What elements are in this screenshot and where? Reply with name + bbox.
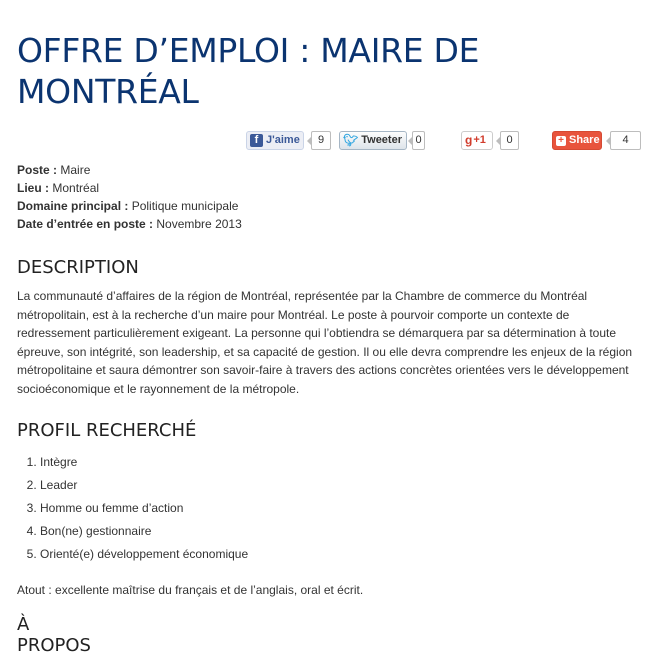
next-heading-text: À PROPOS <box>17 614 91 656</box>
next-section-heading <box>17 614 91 656</box>
list-item: 3. Homme ou femme d’action <box>40 497 248 520</box>
google-plus-icon: g <box>465 133 473 147</box>
detail-value: Politique municipale <box>131 199 239 213</box>
tweet-button[interactable] <box>339 131 407 150</box>
share-bar <box>17 131 647 153</box>
plus-icon: + <box>556 136 566 146</box>
list-item: 4. Bon(ne) gestionnaire <box>40 520 248 543</box>
facebook-icon: f <box>250 134 263 147</box>
detail-value: Montréal <box>52 181 100 195</box>
google-plus-label: +1 <box>473 134 486 146</box>
detail-date <box>17 215 242 233</box>
google-plus-count: 0 <box>500 131 519 150</box>
detail-label: Domaine principal : <box>17 199 129 213</box>
twitter-bird-icon: 🐦︎ <box>343 133 359 147</box>
detail-value: Novembre 2013 <box>156 217 242 231</box>
detail-value: Maire <box>60 163 91 177</box>
description-heading: DESCRIPTION <box>17 257 139 278</box>
detail-poste <box>17 161 242 179</box>
detail-label: Lieu : <box>17 181 49 195</box>
profile-heading: PROFIL RECHERCHÉ <box>17 420 197 441</box>
page-title: OFFRE D’EMPLOI : MAIRE DE MONTRÉAL <box>17 31 480 111</box>
share-button[interactable] <box>552 131 602 150</box>
detail-label: Date d’entrée en poste : <box>17 217 154 231</box>
profile-list <box>17 451 248 566</box>
detail-domaine <box>17 197 242 215</box>
facebook-like-label: J'aime <box>266 134 300 146</box>
share-label: Share <box>569 134 600 146</box>
list-item: 2. Leader <box>40 474 248 497</box>
job-details <box>17 161 242 233</box>
tweet-count: 0 <box>412 131 425 150</box>
facebook-like-button[interactable] <box>246 131 304 150</box>
google-plus-one-button[interactable] <box>461 131 493 150</box>
list-item: 1. Intègre <box>40 451 248 474</box>
atout-text: Atout : excellente maîtrise du français et de l’anglais, oral et écrit. <box>17 583 364 597</box>
detail-label: Poste : <box>17 163 58 177</box>
list-item: 5. Orienté(e) développement économique <box>40 543 248 566</box>
share-count: 4 <box>610 131 641 150</box>
detail-lieu <box>17 179 242 197</box>
tweet-label: Tweeter <box>361 134 402 146</box>
description-text: La communauté d’affaires de la région de Montréal, représentée par la Chambre de commerce du Montréal métropolitain, est à la recherche d’un maire pour Montréal. Le poste à pourvoir comporte un contexte de redressement particulièrement exigeant. La personne qui l’obtiendra se démarquera par sa détermination à toute épreuve, son intégrité, son leadership, et sa capacité de gestion. Il ou elle devra comprendre les enjeux de la région métropolitaine et saura démontrer son savoir-faire à travers des actions concrètes orientées vers le développement socioéconomique et le rayonnement de la métropole. <box>17 289 633 396</box>
facebook-like-count: 9 <box>311 131 331 150</box>
